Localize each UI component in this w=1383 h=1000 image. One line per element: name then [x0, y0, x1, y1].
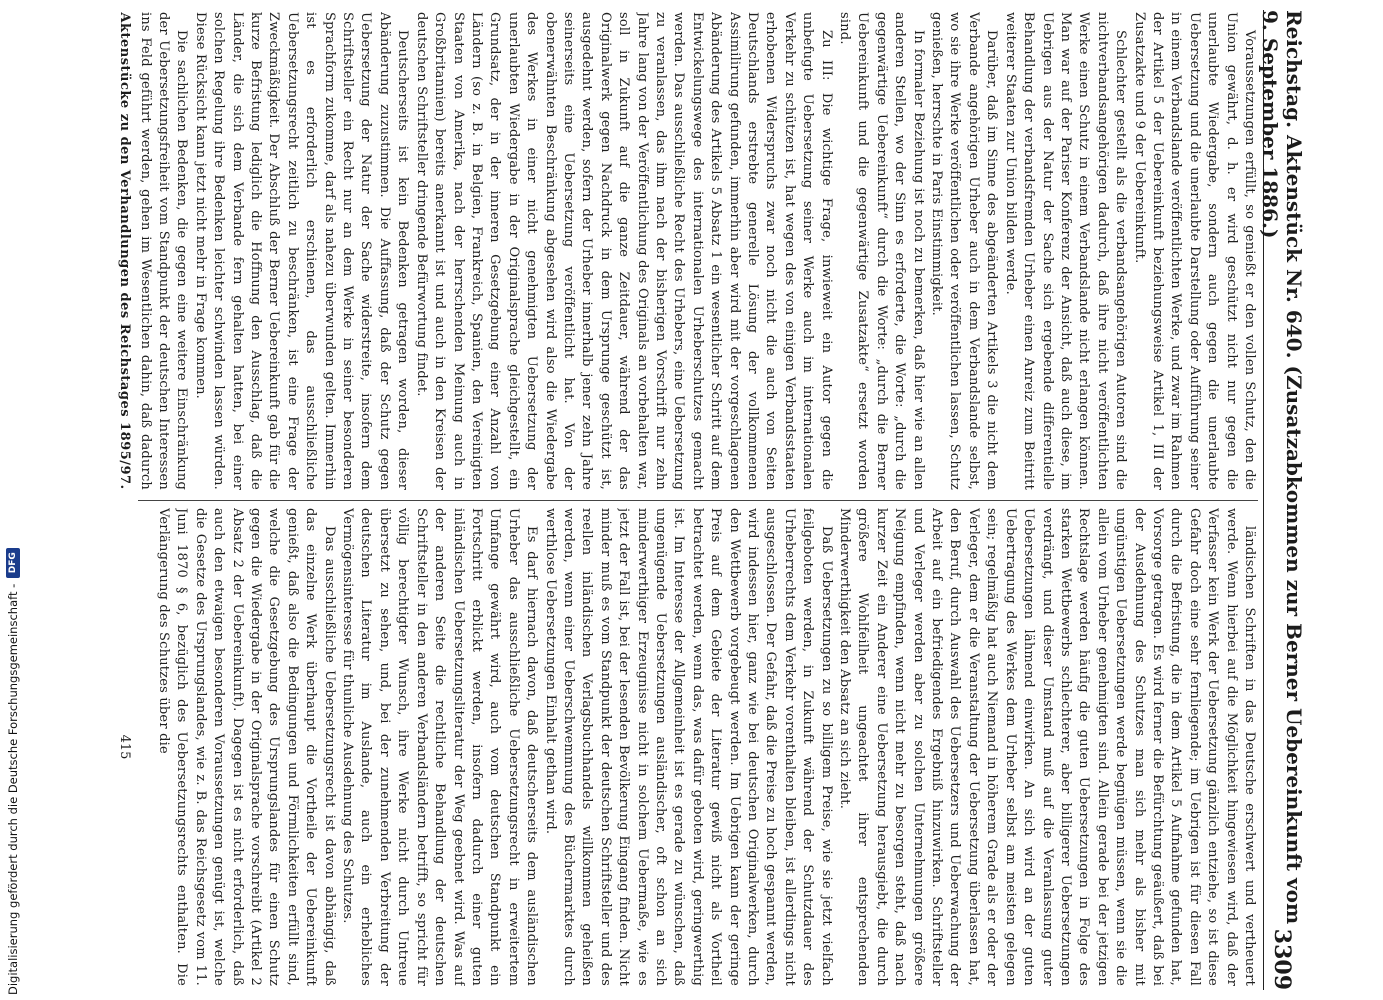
paragraph: Das ausschließliche Uebersetzungsrecht ist davon abhängig, daß das einzelne Werk überhaupt die Vortheile der Uebereinkunft genießt, daß also die Bedingungen und Förmlichkeiten erfüllt sind, welche die Gesetzgebung des Ursprungslandes für einen Schutz gegen die Wiedergabe in der Originalsprache vorschreibt (Artikel 2 Absatz 2 der Uebereinkunft). Dagegen ist es nicht erforderlich, daß auch den etwaigen besonderen Voraussetzungen genügt ist, welche die Gesetze des Ursprungslandes, wie z. B. das Reichsgesetz vom 11. Juni 1870 § 6, bezüglich des Uebersetzungsrechts enthalten. Die Verlängerung des Schutzes über die	[156, 508, 337, 986]
paragraph: Es darf hiernach davon, daß deutscherseits dem ausländischen Urheber das ausschließliche Uebersetzungsrecht in erweitertem Umfange gewährt wird, auch vom deutschen Standpunkt ein Fortschritt erblickt werden, insofern dadurch einer guten inländischen Uebersetzungsliteratur der Weg geebnet wird. Was auf der anderen Seite die rechtliche Behandlung der deutschen Schriftsteller in den anderen Verbandsländern betrifft, so spricht für völlig berechtigter Wunsch, ihre Werke nicht durch Untreue übersetzt zu sehen, und, bei der zunehmenden Verbreitung der deutschen Literatur im Auslande, auch ein erhebliches Vermögensinteresse für thunliche Ausdehnung des Schutzes.	[340, 508, 540, 986]
paragraph: Zu III: Die wichtige Frage, inwieweit ein Autor gegen die unbefugte Uebersetzung seiner Werke auch im internationalen Verkehr zu schützen ist, hat wegen des von einigen Verbandsstaaten erhobenen Widerspruchs zwar noch nicht die auch von Seiten Deutschlands erstrebte generelle Lösung der vollkommenen Assimilirung gefunden, immerhin aber wird mit der vorgeschlagenen Abänderung des Artikels 5 Absatz 1 ein wesentlicher Schritt auf dem Entwickelungswege des internationalen Urheberschutzes gemacht werden. Das ausschließliche Recht des Urhebers, eine Uebersetzung zu veranlassen, das ihm nach der bisherigen Vorschrift nur zehn Jahre lang von der Veröffentlichung des Originals an vorbehalten war, soll in Zukunft auf die ganze Zeitdauer, während der das Originalwerk gegen Nachdruck in dem Ursprunge geschützt ist, ausgedehnt werden, sofern der Urheber innerhalb jener zehn Jahre seinerseits eine Uebersetzung veröffentlicht hat. Von der obenerwähnten Beschränkung abgesehen wird also die Wiedergabe des Werkes in einer nicht genehmigten Uebersetzung der unerlaubten Wiedergabe in der Originalsprache gleichgestellt, ein Grundsatz, der in der inneren Gesetzgebung einer Anzahl von Ländern (so z. B. in Belgien, Frankreich, Spanien, den Vereinigten Staaten von Amerika, nach der herrschenden Meinung auch in Großbritannien) bereits anerkannt ist und auch in den Kreisen der deutschen Schriftsteller dringende Befürwortung findet.	[413, 12, 834, 490]
digitization-credit	[4, 40, 24, 1000]
page-header	[1258, 10, 1306, 990]
credit-text: Digitalisierung gefördert durch die Deutsche Forschungsgemeinschaft -	[6, 583, 20, 995]
paragraph: Deutscherseits ist kein Bedenken getragen worden, dieser Abänderung zuzustimmen. Die Auffassung, daß der Schutz gegen Uebersetzung der Natur der Sache widerstreite, insofern dem Schriftsteller ein Recht nur an dem Werke in seiner besonderen Sprachform zukomme, darf als nahezu überwunden gelten. Immerhin ist es erforderlich erschienen, das ausschließliche Uebersetzungsrecht zeitlich zu beschränken, ist eine Frage der Zweckmäßigkeit. Der Abschluß der Berner Uebereinkunft gab für die kurze Befristung lediglich die Hoffnung den Ausschlag, daß die Länder, die sich dem Verbande fern gehalten hatten, bei einer solchen Regelung ihre Bedenken leichter schwinden lassen würden. Diese Rücksicht kann jetzt nicht mehr in Frage kommen.	[192, 12, 411, 490]
text-column-right	[138, 508, 1258, 986]
paragraph: Die sachlichen Bedenken, die gegen eine weitere Einschränkung der Uebersetzungsfreiheit vom Standpunkt der deutschen Interessen ins Feld geführt werden, gehen im Wesentlichen dahin, daß dadurch	[138, 12, 190, 490]
header-title: Reichstag. Aktenstück Nr. 640. (Zusatzabkommen zur Berner Uebereinkunft vom 9. September 1886.)	[1258, 10, 1306, 925]
page-footer: Aktenstücke zu den Verhandlungen des Reichstages 1895/97.	[117, 12, 132, 490]
header-page-number: 3309	[1269, 928, 1295, 990]
text-column-left	[138, 12, 1258, 490]
column-divider	[138, 500, 1258, 501]
paragraph: Voraussetzungen erfüllt, so genießt er den vollen Schutz, den die Union gewährt, d. h. er wird geschützt nicht nur gegen die unerlaubte Wiedergabe, sondern auch gegen die unerlaubte Uebersetzung und die unerlaubte Darstellung oder Aufführung seiner in einem Verbandslande veröffentlichten Werke, und zwar im Rahmen der Artikel 5 der Uebereinkunft beziehungsweise Artikel 1, III der Zusatzakte und 9 der Uebereinkunft.	[1131, 12, 1257, 490]
rotated-document-page	[47, 0, 1340, 1000]
paragraph: ländischen Schriften in das Deutsche erschwert und vertheuert werde. Wenn hierbei auf die Möglichkeit hingewiesen wird, daß der Verfasser kein Werk der Uebersetzung gänzlich entziehe, so ist diese Gefahr doch eine sehr fernliegende; im Uebrigen ist für diesen Fall durch die Befristung, die in dem Artikel 5 Aufnahme gefunden hat, Vorsorge getragen. Es wird ferner die Befürchtung geäußert, daß bei der Ausdehnung des Schutzes man sich mehr als bisher mit ungünstigen Uebersetzungen werde begnügen müssen, wenn sie die allein vom Urheber genehmigten sind. Allein gerade bei der jetzigen Rechtslage werden häufig die guten Uebersetzungen in Folge des starken Wettbewerbs schlechterer, aber billigerer Uebersetzungen verdrängt, und dieser Umstand muß auf die Veranlassung guter Uebersetzungen lähmend einwirken. An sich wird an der guten Uebertragung des Werkes dem Urheber selbst am meisten gelegen sein; regelmäßig hat auch Niemand in höherem Grade als er oder der Verleger, dem er die Veranstaltung der Uebersetzung überlassen hat, den Beruf, durch Auswahl des Uebersetzers und Ueberwachung der Arbeit auf ein befriedigendes Ergebniß hinzuwirken. Schriftsteller und Verleger werden aber zu solchen Unternehmungen größere Neigung empfinden, wenn nicht mehr zu besorgen steht, daß nach kurzer Zeit ein Anderer eine Uebersetzung herausgiebt, die durch größere Wohlfeilheit ungeachtet ihrer entsprechenden Minderwerthigkeit den Absatz an sich zieht.	[837, 508, 1257, 986]
paragraph: Daß Uebersetzungen zu so billigem Preise, wie sie jetzt vielfach feilgeboten werden, in Zukunft während der Schutzdauer des Urheberrechts dem Verkehr vorenthalten bleiben, ist allerdings nicht ausgeschlossen. Der Gefahr, daß die Preise zu hoch gespannt werden, wird indessen hier, ganz wie bei deutschen Originalwerken, durch den Wettbewerb vorgebeugt werden. Im Uebrigen kann der geringe Preis auf dem Gebiete der Literatur gewiß nicht als Vortheil betrachtet werden, wenn das, was dafür geboten wird, geringwerthig ist. Im Interesse der Allgemeinheit ist es gerade zu wünschen, daß ungenügende Uebersetzungen ausländischer, oft schon an sich minderwerthiger Erzeugnisse nicht in solchem Uebermaße, wie es jetzt der Fall ist, bei der lesenden Bevölkerung Eingang finden. Nicht minder muß es vom Standpunkt der deutschen Schriftsteller und des reellen inländischen Verlagsbuchhandels willkommen geheißen werden, wenn einer Ueberschwemmung des Büchermarktes durch werthlose Uebersetzungen Einhalt gethan wird.	[542, 508, 834, 986]
paragraph: Darüber, daß im Sinne des abgeänderten Artikels 3 die nicht dem Verbande angehörigen Urheber auch in dem Verbandslande selbst, wo sie ihre Werke veröffentlichen oder veröffentlichen lassen, Schutz genießen, herrschte in Paris Einstimmigkeit.	[929, 12, 1000, 490]
paragraph: In formaler Beziehung ist noch zu bemerken, daß hier wie an allen anderen Stellen, wo der Sinn es erforderte, die Worte: „durch die gegenwärtige Uebereinkunft“ durch die Worte: „durch die Berner Uebereinkunft und die gegenwärtige Zusatzakte“ ersetzt worden sind.	[837, 12, 926, 490]
footer-page-number: 415	[117, 734, 132, 760]
paragraph: Schlechter gestellt als die verbandsangehörigen Autoren sind die nichtverbandsangehörigen dadurch, daß ihre nicht veröffentlichten Werke einen Schutz in einem Verbandslande nicht erlangen können. Man war auf der Pariser Konferenz der Ansicht, daß auch diese, im Uebrigen aus der Natur der Sache sich ergebende differentielle Behandlung der verbandsfremden Urheber einen Anreiz zum Beitritt weiterer Staaten zur Union bilden werde.	[1002, 12, 1129, 490]
dfg-logo-icon: DFG	[6, 548, 20, 578]
